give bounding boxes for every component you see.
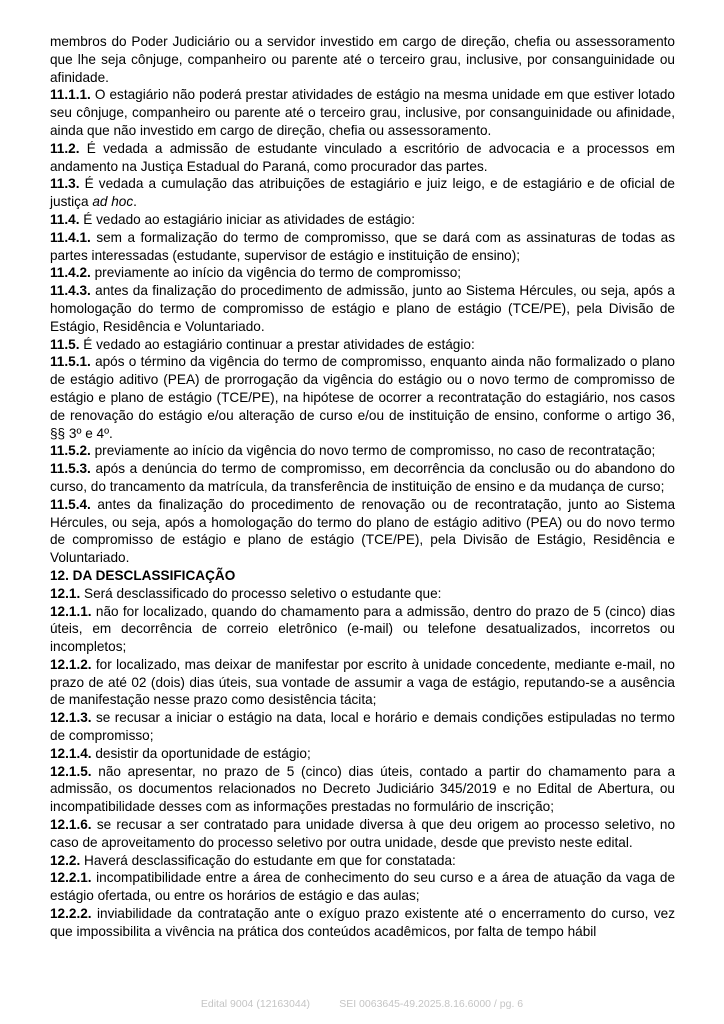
paragraph: 12.1.1. não for localizado, quando do chamamento para a admissão, dentro do prazo de 5 (cinco) dias úteis, em decorrência de correio eletrônico (e-mail) ou telefone desatualizados, incorretos ou incompletos; <box>50 603 676 655</box>
clause-number: 12.1.5. <box>50 763 92 779</box>
paragraph: 12.1.6. se recusar a ser contratado para unidade diversa à que deu origem ao processo seletivo, no caso de aproveitamento do processo seletivo por outra unidade, desde que previsto neste edital. <box>50 817 675 850</box>
paragraph: 11.4.3. antes da finalização do procedimento de admissão, junto ao Sistema Hércules, ou seja, após a homologação do termo de compromisso de estágio e plano de estágio (TCE/PE), pela Divisão de Estágio, Residência e Voluntariado. <box>50 283 675 334</box>
clause-number: 12.1.1. <box>50 603 92 619</box>
paragraph: 12.2.1. incompatibilidade entre a área de conhecimento do seu curso e a área de atuação da vaga de estágio ofertada, ou entre os horários de estágio e das aulas; <box>50 870 676 904</box>
paragraph: 11.5.1. após o término da vigência do termo de compromisso, enquanto ainda não formalizado o plano de estágio aditivo (PEA) de prorrogação da vigência do estágio ou o novo termo de compromisso de estágio e plano de estágio (TCE/PE), na hipótese de ocorrer a recontratação do estagiário, nos casos de renovação do estágio e/ou alteração de curso e/ou de instituição de ensino, conforme o artigo 36, §§ 3º e 4º. <box>50 354 675 441</box>
clause-number: 11.2. <box>50 140 80 156</box>
clause-number: 12.1. <box>50 585 81 601</box>
paragraph: 12.1. Será desclassificado do processo seletivo o estudante que: <box>50 585 442 601</box>
clause-number: 11.5.4. <box>50 496 91 512</box>
paragraph: 12.1.2. for localizado, mas deixar de manifestar por escrito à unidade concedente, mediante e-mail, no prazo de até 02 (dois) dias úteis, sua vontade de assumir a vaga de estágio, reputando-se a ausência de manifestação nesse prazo como desistência tácita; <box>50 656 675 708</box>
italic-term: ad hoc <box>92 194 134 210</box>
paragraph: 12.2.2. inviabilidade da contratação ante o exíguo prazo existente até o encerramento do curso, vez que impossibilita a vivência na prática dos conteúdos acadêmicos, por falta de tempo hábil <box>50 906 675 939</box>
clause-number: 12.2. <box>50 852 81 868</box>
clause-number: 11.4.1. <box>50 229 91 245</box>
clause-number: 12.1.3. <box>50 710 92 726</box>
paragraph: 11.4. É vedado ao estagiário iniciar as atividades de estágio: <box>50 211 416 227</box>
clause-number: 11.1.1. <box>50 87 91 103</box>
clause-number: 11.4. <box>50 211 80 227</box>
paragraph: 11.3. É vedada a cumulação das atribuições de estagiário e juiz leigo, e de estagiário e de oficial de justiça ad hoc. <box>50 176 675 210</box>
paragraph: membros do Poder Judiciário ou a servidor investido em cargo de direção, chefia ou assessoramento que lhe seja cônjuge, companheiro ou parente até o terceiro grau, inclusive, por consanguinidade ou afinidade. <box>50 34 675 85</box>
paragraph: 11.4.2. previamente ao início da vigência do termo de compromisso; <box>50 265 462 281</box>
clause-number: 12.1.6. <box>50 817 92 833</box>
paragraph: 11.5.2. previamente ao início da vigência do novo termo de compromisso, no caso de recontratação; <box>50 443 656 459</box>
paragraph: 11.5.4. antes da finalização do procedimento de renovação ou de recontratação, junto ao Sistema Hércules, ou seja, após a homologação do termo do plano de estágio aditivo (PEA) ou do novo termo de compromisso de estágio e plano de estágio (TCE/PE), pela Divisão de Estágio, Residência e Voluntariado. <box>50 496 676 566</box>
footer-document-id: Edital 9004 (12163044) <box>200 998 311 1010</box>
clause-number: 12.2.1. <box>50 870 92 886</box>
clause-number: 11.4.3. <box>50 283 91 299</box>
paragraph: 11.1.1. O estagiário não poderá prestar atividades de estágio na mesma unidade em que estiver lotado seu cônjuge, companheiro ou parente até o terceiro grau, inclusive, por consanguinidade ou afinidade, ainda que não investido em cargo de direção, chefia ou assessoramento. <box>50 87 675 138</box>
section-heading: 12. DA DESCLASSIFICAÇÃO <box>50 567 236 583</box>
clause-number: 11.3. <box>50 176 80 192</box>
clause-number: 12.1.2. <box>50 656 92 672</box>
page-footer <box>0 998 724 1010</box>
paragraph: 11.5. É vedado ao estagiário continuar a prestar atividades de estágio: <box>50 336 475 352</box>
clause-number: 11.5.3. <box>50 461 91 477</box>
footer-process-ref: SEI 0063645-49.2025.8.16.6000 / pg. 6 <box>339 998 524 1010</box>
paragraph: 11.2. É vedada a admissão de estudante vinculado a escritório de advocacia e a processos em andamento na Justiça Estadual do Paraná, como procurador das partes. <box>50 140 676 174</box>
paragraph: 12.1.3. se recusar a iniciar o estágio na data, local e horário e demais condições estipuladas no termo de compromisso; <box>50 710 675 744</box>
clause-number: 12.2.2. <box>50 906 92 922</box>
clause-number: 11.5.2. <box>50 443 91 459</box>
paragraph: 11.5.3. após a denúncia do termo de compromisso, em decorrência da conclusão ou do abandono do curso, do trancamento da matrícula, da transferência de instituição de ensino e da mudança de curso; <box>50 461 675 494</box>
paragraph: 12.1.5. não apresentar, no prazo de 5 (cinco) dias úteis, contado a partir do chamamento para a admissão, os documentos relacionados no Decreto Judiciário 345/2019 e no Edital de Abertura, ou incompatibilidade desses com as informações prestadas no formulário de inscrição; <box>50 763 676 815</box>
document-body <box>50 33 675 941</box>
paragraph: 11.4.1. sem a formalização do termo de compromisso, que se dará com as assinaturas de todas as partes interessadas (estudante, supervisor de estágio e instituição de ensino); <box>50 229 675 263</box>
paragraph: 12.1.4. desistir da oportunidade de estágio; <box>50 745 311 761</box>
clause-number: 11.5. <box>50 336 80 352</box>
clause-number: 12.1.4. <box>50 745 92 761</box>
clause-number: 11.5.1. <box>50 354 91 370</box>
clause-number: 11.4.2. <box>50 265 91 281</box>
paragraph: 12.2. Haverá desclassificação do estudante em que for constatada: <box>50 852 456 868</box>
